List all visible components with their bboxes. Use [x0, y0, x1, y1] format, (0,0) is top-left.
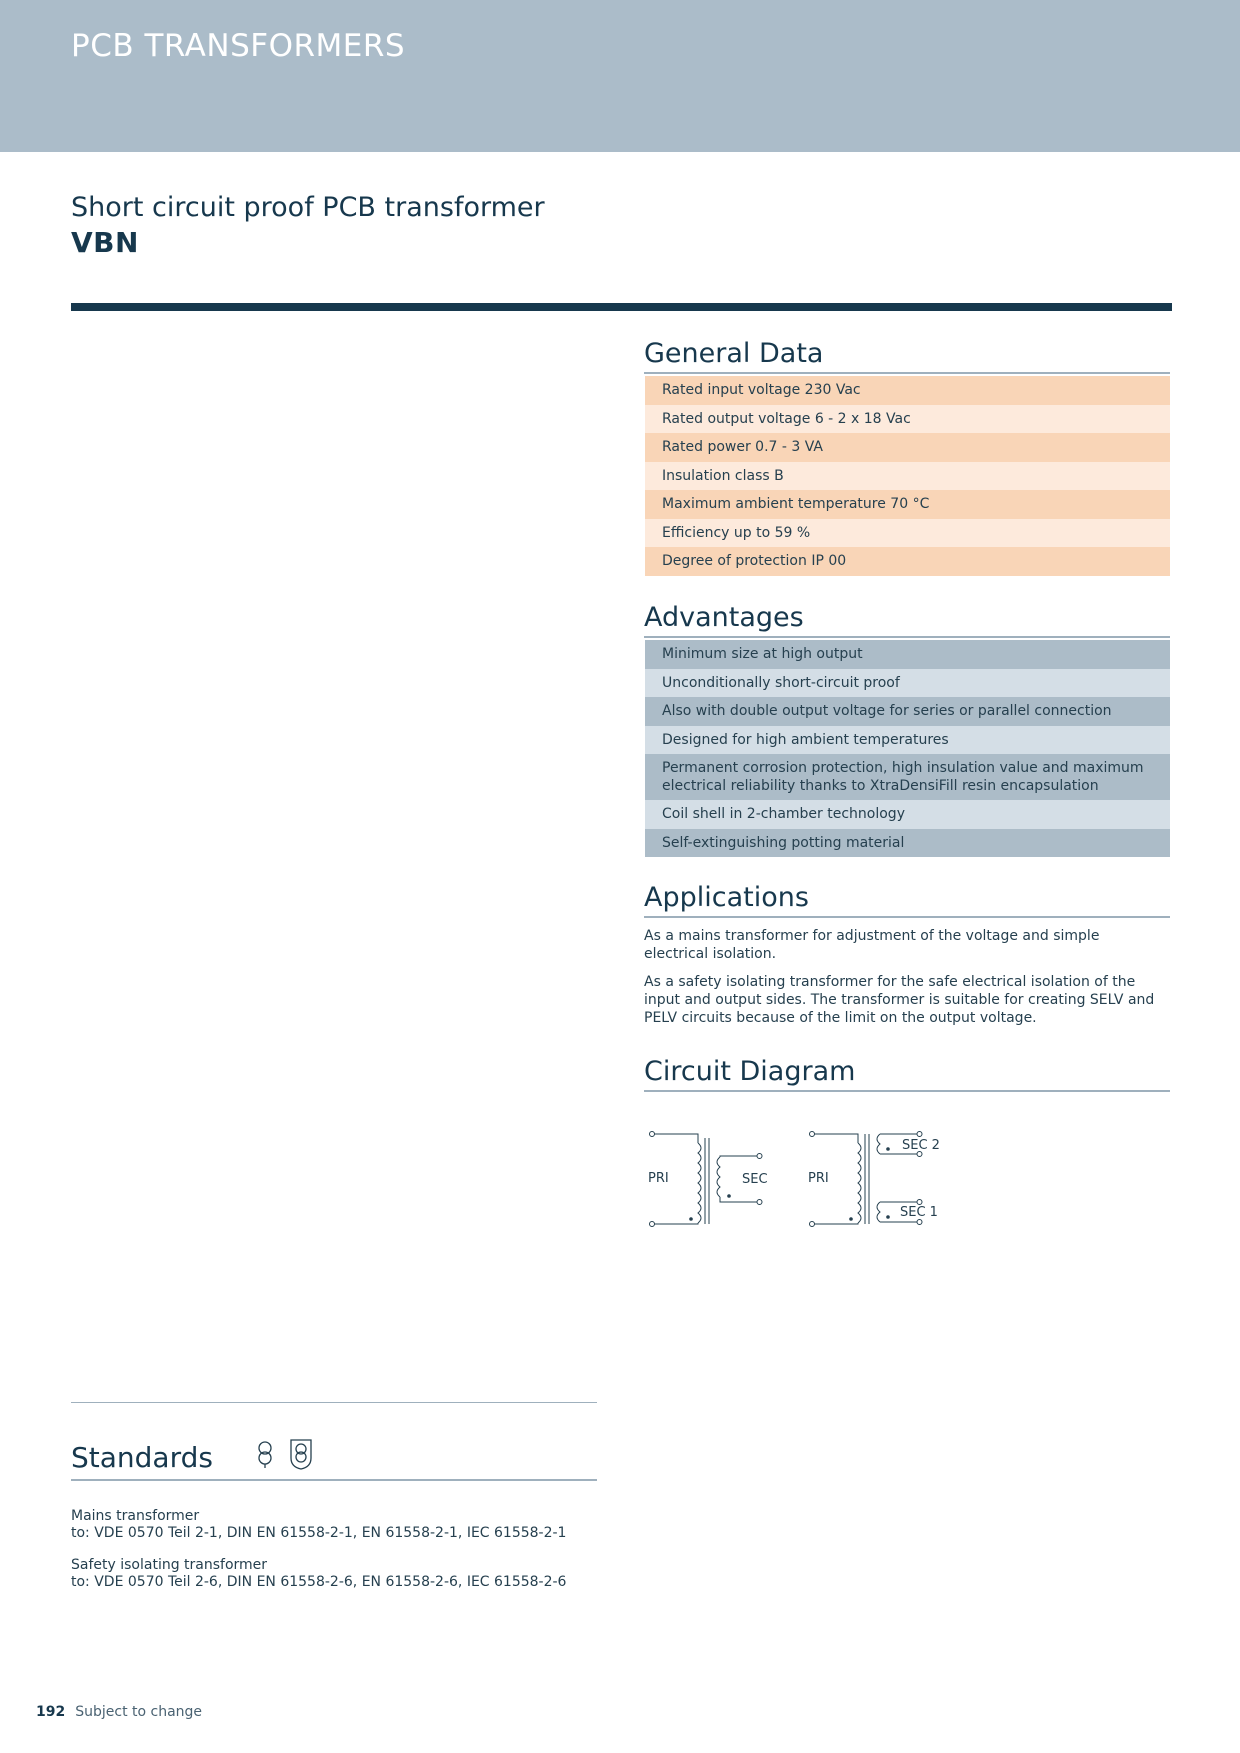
- table-row: Rated power 0.7 - 3 VA: [645, 433, 1170, 462]
- advantages-table: [645, 640, 1170, 857]
- page-number: 192: [36, 1704, 66, 1720]
- table-row: Minimum size at high output: [645, 640, 1170, 669]
- table-row: Efficiency up to 59 %: [645, 519, 1170, 548]
- safety-isolating-transformer-icon: [291, 1440, 311, 1469]
- table-row: Also with double output voltage for series or parallel connection: [645, 697, 1170, 726]
- product-title: Short circuit proof PCB transformer: [71, 192, 545, 223]
- circuit-label: SEC: [742, 1172, 768, 1187]
- applications-paragraph: As a mains transformer for adjustment of the voltage and simple electrical isolation.: [644, 928, 1100, 962]
- applications-heading: Applications: [644, 882, 1170, 918]
- table-row: Rated input voltage 230 Vac: [645, 376, 1170, 405]
- advantages-heading: Advantages: [644, 602, 1170, 638]
- table-row: Insulation class B: [645, 462, 1170, 491]
- standards-heading: Standards: [71, 1441, 597, 1481]
- circuit-label: SEC 2: [902, 1138, 940, 1153]
- table-row: Maximum ambient temperature 70 °C: [645, 490, 1170, 519]
- certification-icons: [254, 1436, 324, 1472]
- footer-note: Subject to change: [75, 1704, 203, 1720]
- general-data-heading: General Data: [644, 338, 1170, 374]
- header-title: PCB TRANSFORMERS: [71, 28, 406, 64]
- table-row: Unconditionally short-circuit proof: [645, 669, 1170, 698]
- standard-title: Mains transformer: [71, 1508, 200, 1524]
- table-row: Designed for high ambient temperatures: [645, 726, 1170, 755]
- circuit-label: PRI: [808, 1171, 829, 1186]
- table-row: Permanent corrosion protection, high insulation value and maximum electrical reliability thanks to XtraDensiFill resin encapsulation: [645, 754, 1170, 800]
- standard-text: to: VDE 0570 Teil 2-6, DIN EN 61558-2-6, EN 61558-2-6, IEC 61558-2-6: [71, 1574, 567, 1590]
- general-data-table: [645, 376, 1170, 576]
- header-band: [0, 0, 1240, 152]
- footer: [36, 1704, 202, 1720]
- standard-title: Safety isolating transformer: [71, 1557, 268, 1573]
- standard-item: [71, 1508, 566, 1542]
- standard-item: [71, 1557, 566, 1591]
- circuit-label: SEC 1: [900, 1205, 938, 1220]
- table-row: Coil shell in 2-chamber technology: [645, 800, 1170, 829]
- circuit-diagram-heading: Circuit Diagram: [644, 1056, 1170, 1092]
- standard-text: to: VDE 0570 Teil 2-1, DIN EN 61558-2-1, EN 61558-2-1, IEC 61558-2-1: [71, 1525, 567, 1541]
- product-code: VBN: [71, 226, 139, 259]
- divider-rule: [71, 303, 1172, 311]
- table-row: Degree of protection IP 00: [645, 547, 1170, 576]
- mains-transformer-icon: [259, 1442, 271, 1468]
- circuit-diagram: [644, 1122, 974, 1232]
- applications-paragraph: As a safety isolating transformer for the safe electrical isolation of the input and output sides. The transformer is suitable for creating SELV and PELV circuits because of the limit on the output voltage.: [644, 974, 1155, 1026]
- table-row: Self-extinguishing potting material: [645, 829, 1170, 858]
- table-row: Rated output voltage 6 - 2 x 18 Vac: [645, 405, 1170, 434]
- standards-top-rule: [71, 1402, 597, 1403]
- circuit-label: PRI: [648, 1171, 669, 1186]
